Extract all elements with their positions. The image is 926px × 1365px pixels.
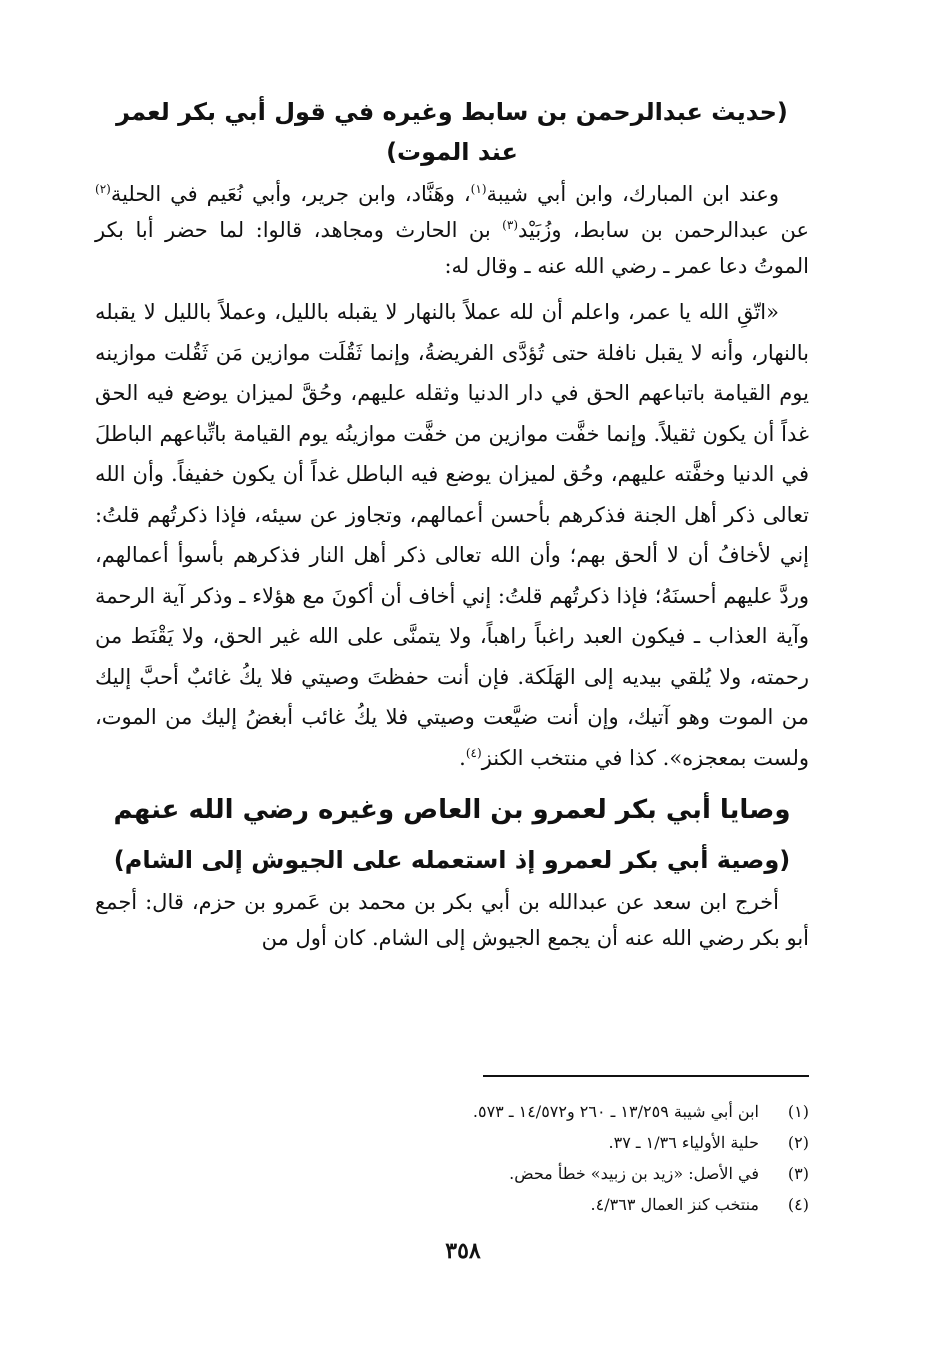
footnote-number: (٤) (787, 1195, 809, 1214)
body-paragraph: أخرج ابن سعد عن عبدالله بن أبي بكر بن محمد بن عَمرو بن حزم، قال: أجمع أبو بكر رضي الله عنه أن يجمع الجيوش إلى الشام. كان أول من (95, 890, 809, 950)
footnote-text: منتخب كنز العمال ٤/٣٦٣. (590, 1195, 759, 1214)
footnote-text: في الأصل: «زيد بن زبيد» خطأ محض. (509, 1164, 759, 1183)
footnote-item (189, 1127, 809, 1158)
section-heading: (حديث عبدالرحمن بن سابط وغيره في قول أبي بكر لعمر عند الموت) (116, 98, 788, 166)
footnote-ref-1[interactable]: (١) (470, 182, 487, 196)
quote-paragraph (95, 292, 809, 778)
footnote-number: (١) (787, 1102, 809, 1121)
footnote-item (189, 1158, 809, 1189)
footnote-divider (483, 1075, 809, 1077)
footnote-ref-3[interactable]: (٣) (502, 218, 518, 232)
footnote-item (189, 1096, 809, 1127)
page-body (95, 92, 809, 956)
footnote-text: حلية الأولياء ١/٣٦ ـ ٣٧. (608, 1133, 759, 1152)
intro-text-a: وعند ابن المبارك، وابن أبي شيبة (486, 182, 779, 206)
footnote-number: (٢) (787, 1133, 809, 1152)
subsection-heading: (وصية أبي بكر لعمرو إذ استعمله على الجيوش إلى الشام) (113, 846, 791, 874)
quote-text: «اتّقِ الله يا عمر، واعلم أن لله عملاً بالنهار لا يقبله بالليل، وعملاً بالليل لا يقبله بالنهار، وأنه لا يقبل نافلة حتى تُؤدَّى الفريضةُ، وإنما ثَقُلَت موازين مَن ثَقُلت موازينه يوم القيامة باتباعهم الحق في دار الدنيا وثقله عليهم، وحُقَّ لميزان يوضع فيه الحق غداً أن يكون ثقيلاً. وإنما خفَّت موازين من خفَّت موازينُه يوم القيامة باتِّباعهم الباطلَ في الدنيا وخفَّته عليهم، وحُق لميزان يوضع فيه الباطل غداً أن يكون خفيفاً. وأن الله تعالى ذكر أهل الجنة فذكرهم بأحسن أعمالهم، وتجاوز عن سيئه، فإذا ذكرتُهم قلتُ: إني لأخافُ أن لا ألحق بهم؛ وأن الله تعالى ذكر أهل النار فذكرهم بأسوأ أعمالهم، وردَّ عليهم أحسنَهُ؛ فإذا ذكرتُهم قلتُ: إني أخاف أن أكونَ مع هؤلاء ـ وذكر آية الرحمة وآية العذاب ـ فيكون العبد راغباً راهباً، ولا يتمنَّى على الله غير الحق، ولا يَقْنَط من رحمته، ولا يُلقي بيديه إلى الهَلَكة. فإن أنت حفظتَ وصيتي فلا يكُ غائبٌ أحبَّ إليك من الموت وهو آتيك، وإن أنت ضيَّعت وصيتي فلا يكُ غائب أبغضُ إليك من الموت، ولست بمعجزه». كذا في منتخب الكنز (95, 300, 809, 770)
footnote-ref-2[interactable]: (٢) (95, 182, 111, 196)
intro-paragraph (95, 176, 809, 284)
footnote-text: ابن أبي شيبة ١٣/٢٥٩ ـ ٢٦٠ و١٤/٥٧٢ ـ ٥٧٣. (472, 1102, 759, 1121)
footnote-number: (٣) (787, 1164, 809, 1183)
footnote-item (189, 1189, 809, 1220)
intro-text-b: ، وهَنَّاد، وابن جرير، وأبي نُعَيم في الحلية (110, 182, 471, 206)
intro-text-d: بن الحارث ومجاهد، قالوا: لما حضر أبا بكر الموتُ دعا عمر ـ رضي الله عنه ـ وقال له: (95, 218, 809, 278)
quote-end: . (459, 745, 466, 770)
intro-text-c: عن عبدالرحمن بن سابط، وزُبَيْد (518, 218, 810, 242)
footnotes-list (189, 1096, 809, 1220)
chapter-heading: وصايا أبي بكر لعمرو بن العاص وغيره رضي الله عنهم (113, 795, 791, 825)
page-number: ٣٥٨ (445, 1238, 481, 1264)
footnote-ref-4[interactable]: (٤) (465, 745, 482, 760)
